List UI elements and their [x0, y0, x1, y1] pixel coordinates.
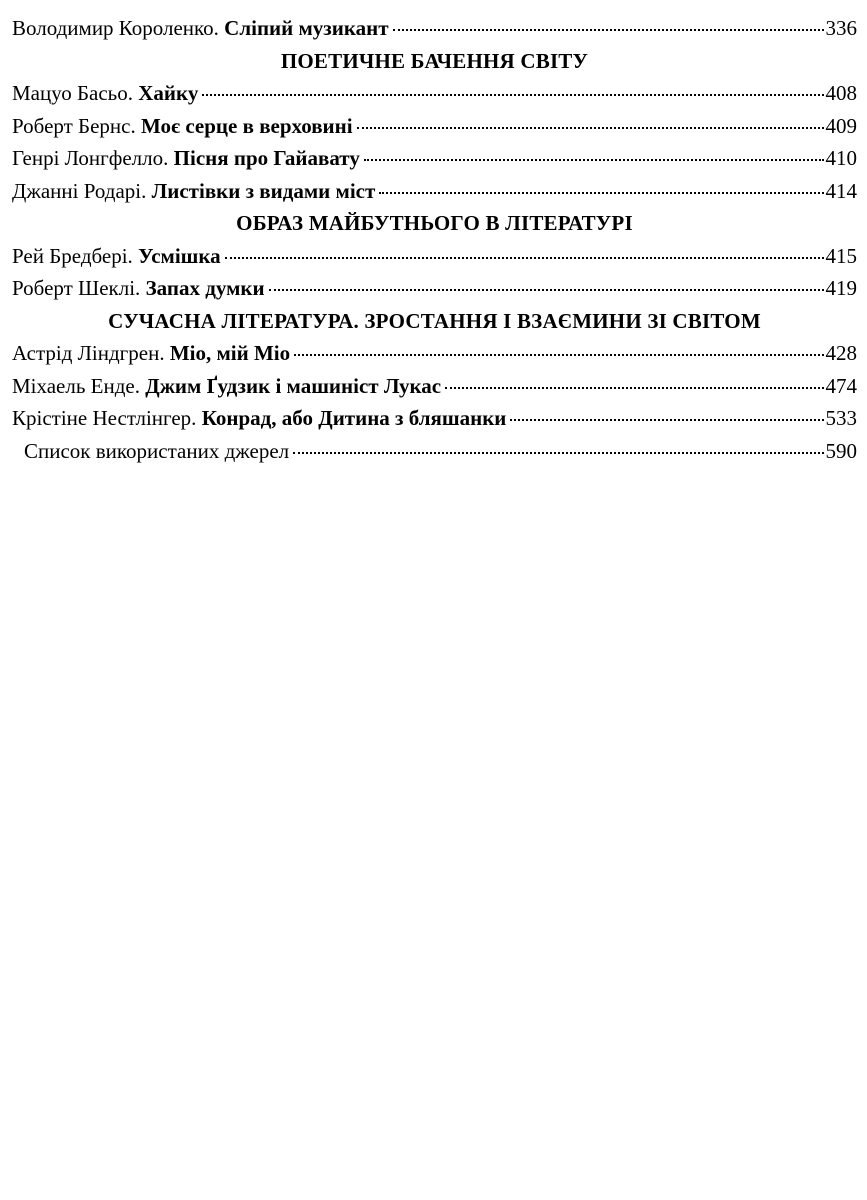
toc-work-title: Моє серце в верховині: [140, 113, 353, 138]
toc-author: Роберт Шеклі.: [12, 276, 141, 300]
toc-entry-sources[interactable]: [12, 435, 857, 468]
toc-work-title: Усмішка: [138, 243, 221, 268]
dot-leader: [393, 29, 824, 31]
toc-entry-longfellow[interactable]: [12, 142, 857, 175]
toc-work-title: Пісня про Гайавату: [173, 146, 360, 170]
toc-entry-nostlinger[interactable]: [12, 402, 857, 435]
toc-page-number: 474: [825, 373, 857, 398]
toc-page-number: 428: [825, 341, 857, 365]
toc-page-number: 414: [825, 178, 857, 203]
toc-work-title: Джим Ґудзик і машиніст Лукас: [145, 373, 442, 398]
toc-author: Джанні Родарі.: [12, 178, 147, 203]
toc-entry-ende[interactable]: [12, 370, 857, 403]
toc-page-number: 408: [825, 81, 857, 105]
dot-leader: [269, 289, 824, 291]
toc-page-number: 415: [825, 243, 857, 268]
toc-work-title: Листівки з видами міст: [151, 178, 376, 203]
toc-page-number: 410: [825, 146, 857, 170]
toc-page-number: 590: [825, 438, 857, 463]
toc-entry-basho[interactable]: [12, 77, 857, 110]
toc-work-title: Сліпий музикант: [224, 16, 389, 40]
dot-leader: [510, 419, 823, 421]
toc-author: Астрід Ліндгрен.: [12, 341, 165, 365]
toc-entry-sheckley[interactable]: [12, 272, 857, 305]
dot-leader: [357, 127, 824, 129]
toc-plain-label: Список використаних джерел: [24, 438, 290, 463]
dot-leader: [379, 192, 823, 194]
dot-leader: [293, 452, 823, 454]
toc-author: Рей Бредбері.: [12, 243, 133, 268]
toc-author: Роберт Бернс.: [12, 113, 136, 138]
dot-leader: [294, 354, 823, 356]
toc-author: Мацуо Басьо.: [12, 81, 133, 105]
dot-leader: [364, 159, 824, 161]
toc-author: Крістіне Нестлінгер.: [12, 406, 197, 430]
toc-author: Генрі Лонгфелло.: [12, 146, 169, 170]
section-heading-poetic: ПОЕТИЧНЕ БАЧЕННЯ СВІТУ: [280, 48, 589, 73]
toc-work-title: Запах думки: [145, 276, 265, 300]
toc-entry-bradbury[interactable]: [12, 240, 857, 273]
toc-page-number: 419: [825, 276, 857, 300]
toc-page-number: 409: [825, 113, 857, 138]
toc-work-title: Міо, мій Міо: [169, 341, 291, 365]
section-heading-future: ОБРАЗ МАЙБУТНЬОГО В ЛІТЕРАТУРІ: [236, 211, 633, 235]
dot-leader: [445, 387, 823, 389]
toc-work-title: Конрад, або Дитина з бляшанки: [201, 406, 507, 430]
dot-leader: [202, 94, 823, 96]
toc-page-number: 336: [825, 16, 857, 40]
toc-author: Володимир Короленко.: [12, 16, 219, 40]
toc-entry-korolenko[interactable]: [12, 12, 857, 45]
toc-entry-lindgren[interactable]: [12, 337, 857, 370]
toc-entry-rodari[interactable]: [12, 175, 857, 208]
toc-entry-burns[interactable]: [12, 110, 857, 143]
dot-leader: [225, 257, 824, 259]
toc-page-number: 533: [825, 406, 857, 430]
toc-work-title: Хайку: [138, 81, 199, 105]
toc-author: Міхаель Енде.: [12, 373, 140, 398]
section-heading-modern: СУЧАСНА ЛІТЕРАТУРА. ЗРОСТАННЯ І ВЗАЄМИНИ ЗІ СВІТОМ: [108, 308, 761, 333]
